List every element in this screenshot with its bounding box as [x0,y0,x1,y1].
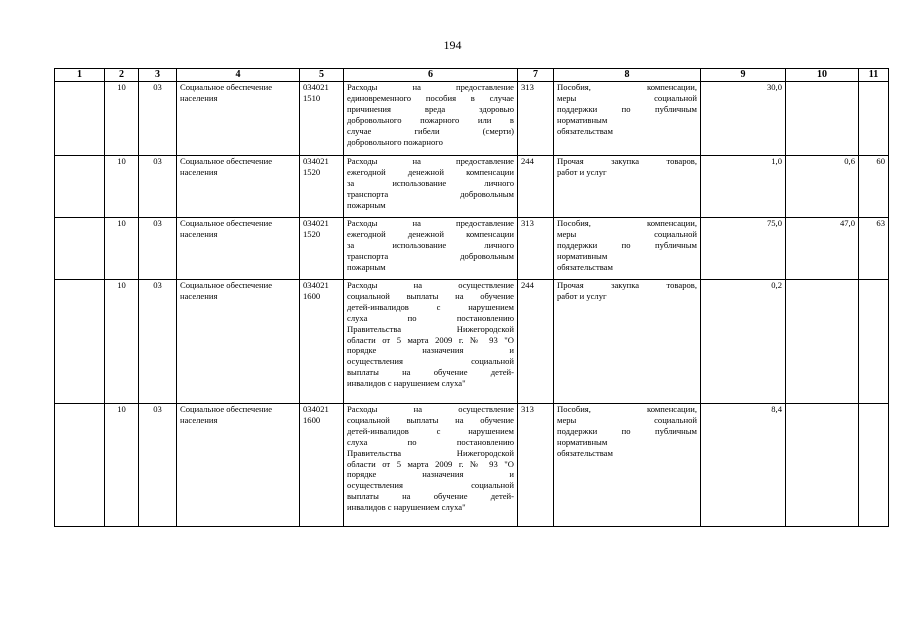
expense-name-line: поддержки по публичным [557,239,697,250]
expense-name-line: обязательствам [557,447,613,458]
cell-expense-code: 244 [518,280,554,404]
cell-expense-code: 313 [518,404,554,527]
expense-name-line: меры социальной [557,414,697,425]
description-line: ежегодной денежной компенсации [347,166,514,177]
expense-name-line: работ и услуг [557,166,607,177]
cell-section: 10 [105,280,139,404]
description-line: слуха по постановлению [347,312,514,323]
cell-target-code: 034021 1520 [300,218,344,280]
cell-subsection: 03 [139,280,177,404]
cell-col1 [55,156,105,218]
description-line: порядке назначения и [347,469,514,480]
description-line: области от 5 марта 2009 г. № 93 "О [347,458,514,469]
cell-expense-name [554,156,701,218]
cell-percent [859,82,889,156]
page-number: 194 [443,38,462,52]
cell-percent: 60 [859,156,889,218]
cell-expense-name [554,404,701,527]
description-line: Расходы на предоставление [347,82,514,92]
expense-name-line: поддержки по публичным [557,103,697,114]
description-line: Правительства Нижегородской [347,323,514,334]
col-header-6: 6 [344,69,518,82]
cell-name: Социальное обеспечение населения [177,218,300,280]
expense-name-line: Прочая закупка товаров, [557,280,697,290]
cell-col1 [55,404,105,527]
expense-name-line: поддержки по публичным [557,425,697,436]
expense-name-line: нормативным [557,114,608,125]
description-line: транспорта добровольным [347,250,514,261]
header-row [55,69,889,82]
col-header-1: 1 [55,69,105,82]
description-line: инвалидов с нарушением слуха" [347,378,466,389]
col-header-3: 3 [139,69,177,82]
cell-subsection: 03 [139,218,177,280]
description-line: детей-инвалидов с нарушением [347,425,514,436]
cell-plan-amount: 30,0 [701,82,786,156]
description-line: добровольного пожарного [347,136,443,147]
description-line: причинения вреда здоровью [347,103,514,114]
description-line: единовременного пособия в случае [347,92,514,103]
cell-actual-amount: 47,0 [786,218,859,280]
cell-expense-code: 244 [518,156,554,218]
cell-subsection: 03 [139,82,177,156]
description-line: выплаты на обучение детей- [347,491,514,502]
description-line: транспорта добровольным [347,188,514,199]
table-row [55,156,889,218]
cell-name: Социальное обеспечение населения [177,82,300,156]
description-line: ежегодной денежной компенсации [347,228,514,239]
cell-section: 10 [105,218,139,280]
cell-subsection: 03 [139,156,177,218]
cell-col1 [55,280,105,404]
cell-expense-code: 313 [518,218,554,280]
description-line: Расходы на осуществление [347,404,514,414]
cell-description [344,280,518,404]
col-header-5: 5 [300,69,344,82]
cell-expense-name [554,280,701,404]
description-line: порядке назначения и [347,345,514,356]
cell-subsection: 03 [139,404,177,527]
expense-name-line: работ и услуг [557,290,607,301]
cell-expense-name [554,218,701,280]
cell-description [344,156,518,218]
cell-name: Социальное обеспечение населения [177,404,300,527]
cell-percent [859,280,889,404]
cell-name: Социальное обеспечение населения [177,156,300,218]
cell-actual-amount [786,82,859,156]
description-line: области от 5 марта 2009 г. № 93 "О [347,334,514,345]
cell-description [344,404,518,527]
expense-name-line: Пособия, компенсации, [557,218,697,228]
cell-actual-amount: 0,6 [786,156,859,218]
cell-target-code: 034021 1510 [300,82,344,156]
description-line: Расходы на предоставление [347,218,514,228]
description-line: за использование личного [347,177,514,188]
cell-description [344,218,518,280]
table-body [55,82,889,527]
expense-name-line: обязательствам [557,125,613,136]
description-line: за использование личного [347,239,514,250]
cell-percent: 63 [859,218,889,280]
expense-name-line: Прочая закупка товаров, [557,156,697,166]
cell-actual-amount [786,404,859,527]
cell-percent [859,404,889,527]
description-line: детей-инвалидов с нарушением [347,301,514,312]
description-line: инвалидов с нарушением слуха" [347,502,466,513]
cell-expense-name [554,82,701,156]
description-line: социальной выплаты на обучение [347,290,514,301]
expense-name-line: меры социальной [557,228,697,239]
cell-target-code: 034021 1520 [300,156,344,218]
cell-col1 [55,218,105,280]
cell-section: 10 [105,156,139,218]
cell-section: 10 [105,404,139,527]
table-row [55,280,889,404]
expense-name-line: нормативным [557,436,608,447]
cell-expense-code: 313 [518,82,554,156]
cell-plan-amount: 8,4 [701,404,786,527]
description-line: пожарным [347,199,386,210]
description-line: осуществления социальной [347,356,514,367]
description-line: социальной выплаты на обучение [347,414,514,425]
cell-actual-amount [786,280,859,404]
description-line: добровольного пожарного или в [347,114,514,125]
cell-target-code: 034021 1600 [300,280,344,404]
col-header-7: 7 [518,69,554,82]
description-line: осуществления социальной [347,480,514,491]
description-line: Правительства Нижегородской [347,447,514,458]
cell-plan-amount: 75,0 [701,218,786,280]
table-row [55,218,889,280]
cell-target-code: 034021 1600 [300,404,344,527]
description-line: случае гибели (смерти) [347,125,514,136]
col-header-11: 11 [859,69,889,82]
expense-name-line: нормативным [557,250,608,261]
expense-name-line: меры социальной [557,92,697,103]
cell-plan-amount: 0,2 [701,280,786,404]
cell-section: 10 [105,82,139,156]
budget-table [54,68,889,527]
col-header-2: 2 [105,69,139,82]
expense-name-line: обязательствам [557,261,613,272]
cell-col1 [55,82,105,156]
cell-name: Социальное обеспечение населения [177,280,300,404]
cell-plan-amount: 1,0 [701,156,786,218]
description-line: Расходы на предоставление [347,156,514,166]
table-row [55,404,889,527]
description-line: пожарным [347,261,386,272]
expense-name-line: Пособия, компенсации, [557,82,697,92]
expense-name-line: Пособия, компенсации, [557,404,697,414]
description-line: выплаты на обучение детей- [347,367,514,378]
col-header-9: 9 [701,69,786,82]
table-row [55,82,889,156]
description-line: слуха по постановлению [347,436,514,447]
col-header-8: 8 [554,69,701,82]
col-header-10: 10 [786,69,859,82]
description-line: Расходы на осуществление [347,280,514,290]
cell-description [344,82,518,156]
col-header-4: 4 [177,69,300,82]
